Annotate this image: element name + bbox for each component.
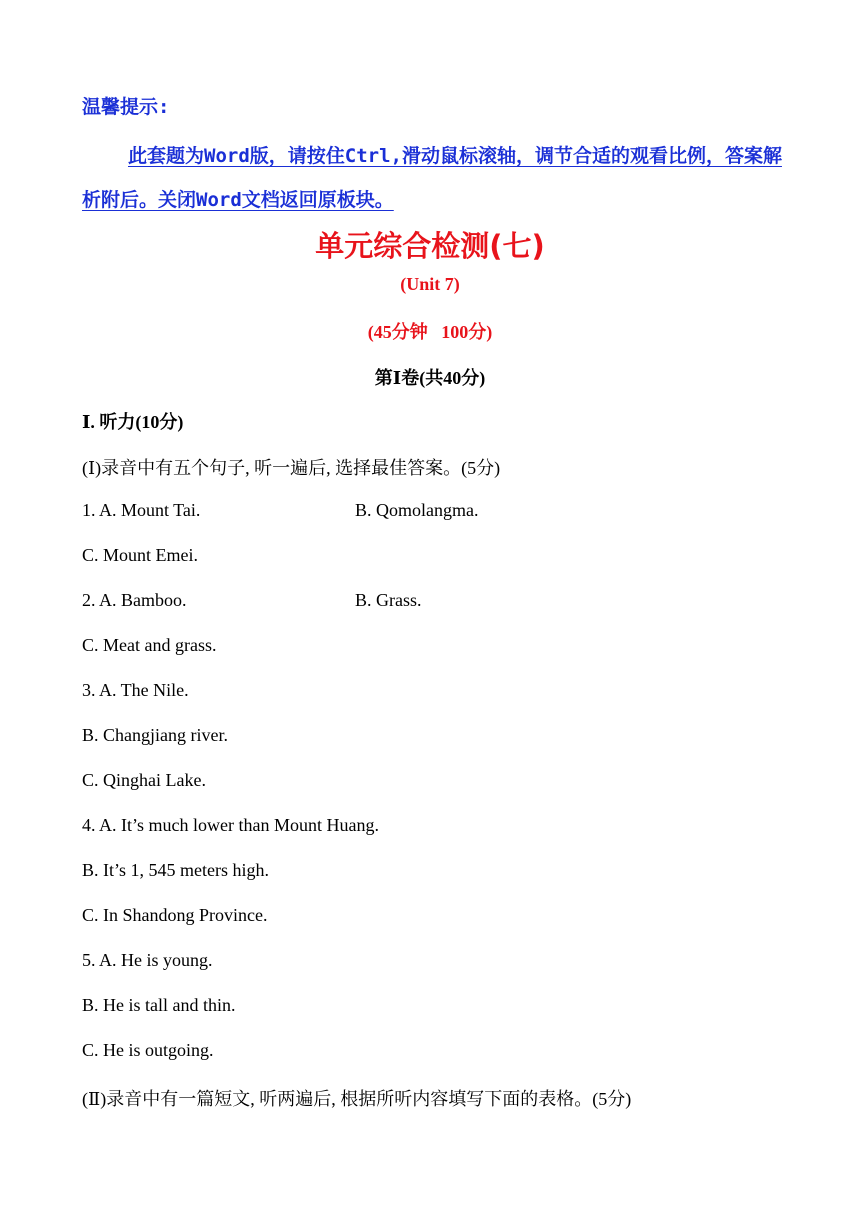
- q4-option-b: B. It’s 1, 545 meters high.: [82, 860, 269, 880]
- q5-option-c: C. He is outgoing.: [82, 1040, 214, 1060]
- q1-option-b: B. Qomolangma.: [355, 500, 479, 520]
- unit-label: (Unit 7): [400, 274, 460, 294]
- notice-body: 此套题为Word版，请按住Ctrl,滑动鼠标滚轴，调节合适的观看比例，答案解析附后。关闭Word文档返回原板块。: [82, 145, 782, 211]
- part2-instruction: (Ⅱ)录音中有一篇短文, 听两遍后, 根据所听内容填写下面的表格。(5分): [82, 1089, 632, 1109]
- q5-option-a: 5. A. He is young.: [82, 950, 213, 970]
- q5-option-b: B. He is tall and thin.: [82, 995, 236, 1015]
- q3-option-a: 3. A. The Nile.: [82, 680, 189, 700]
- q2-option-a: 2. A. Bamboo.: [82, 590, 187, 610]
- time-score: (45分钟 100分): [367, 322, 493, 342]
- q3-option-c: C. Qinghai Lake.: [82, 770, 206, 790]
- q3-option-b: B. Changjiang river.: [82, 725, 228, 745]
- part1-instruction: (Ⅰ)录音中有五个句子, 听一遍后, 选择最佳答案。(5分): [82, 458, 501, 478]
- part-heading: 第Ⅰ卷(共40分): [374, 368, 486, 388]
- q2-option-c: C. Meat and grass.: [82, 635, 217, 655]
- section-heading: Ⅰ. 听力(10分): [82, 412, 184, 432]
- q4-option-c: C. In Shandong Province.: [82, 905, 268, 925]
- q2-option-b: B. Grass.: [355, 590, 422, 610]
- q1-option-c: C. Mount Emei.: [82, 545, 198, 565]
- page-title: 单元综合检测(七): [315, 229, 545, 263]
- notice-heading: 温馨提示:: [82, 96, 170, 118]
- q4-option-a: 4. A. It’s much lower than Mount Huang.: [82, 815, 379, 835]
- q1-option-a: 1. A. Mount Tai.: [82, 500, 201, 520]
